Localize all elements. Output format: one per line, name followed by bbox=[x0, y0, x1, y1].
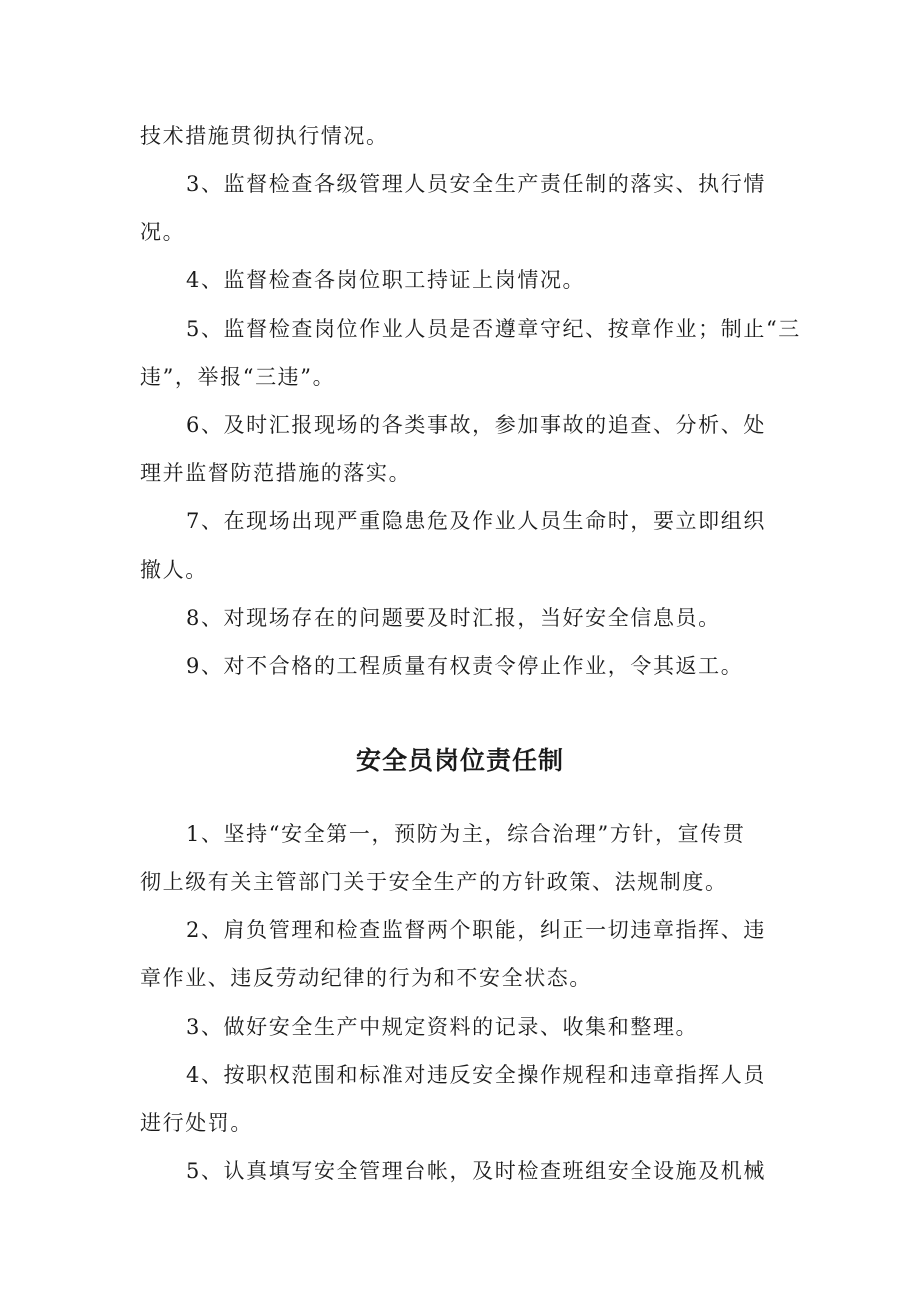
paragraph-line: 彻上级有关主管部门关于安全生产的方针政策、法规制度。 bbox=[140, 870, 728, 894]
paragraph-line: 进行处罚。 bbox=[140, 1111, 253, 1135]
paragraph-line: 技术措施贯彻执行情况。 bbox=[140, 124, 389, 148]
paragraph-line: 2、肩负管理和检查监督两个职能，纠正一切违章指挥、违 bbox=[186, 918, 766, 942]
paragraph-line: 理并监督防范措施的落实。 bbox=[140, 461, 412, 485]
paragraph-line: 5、监督检查岗位作业人员是否遵章守纪、按章作业；制止“三 bbox=[186, 317, 801, 341]
paragraph-line: 4、按职权范围和标准对违反安全操作规程和违章指挥人员 bbox=[186, 1063, 766, 1087]
paragraph-line: 况。 bbox=[140, 220, 186, 244]
paragraph-line: 5、认真填写安全管理台帐，及时检查班组安全设施及机械 bbox=[186, 1159, 766, 1183]
paragraph-line: 9、对不合格的工程质量有权责令停止作业，令其返工。 bbox=[186, 654, 744, 678]
paragraph-line: 撤人。 bbox=[140, 558, 208, 582]
paragraph-line: 3、监督检查各级管理人员安全生产责任制的落实、执行情 bbox=[186, 172, 766, 196]
paragraph-line: 3、做好安全生产中规定资料的记录、收集和整理。 bbox=[186, 1015, 699, 1039]
paragraph-line: 7、在现场出现严重隐患危及作业人员生命时，要立即组织 bbox=[186, 509, 766, 533]
paragraph-line: 4、监督检查各岗位职工持证上岗情况。 bbox=[186, 268, 586, 292]
paragraph-line: 章作业、违反劳动纪律的行为和不安全状态。 bbox=[140, 966, 592, 990]
paragraph-line: 8、对现场存在的问题要及时汇报，当好安全信息员。 bbox=[186, 606, 721, 630]
paragraph-line: 1、坚持“安全第一，预防为主，综合治理”方针，宣传贯 bbox=[186, 822, 746, 846]
section-title: 安全员岗位责任制 bbox=[355, 746, 564, 775]
paragraph-line: 6、及时汇报现场的各类事故，参加事故的追查、分析、处 bbox=[186, 413, 766, 437]
paragraph-line: 违”，举报“三违”。 bbox=[140, 365, 336, 389]
